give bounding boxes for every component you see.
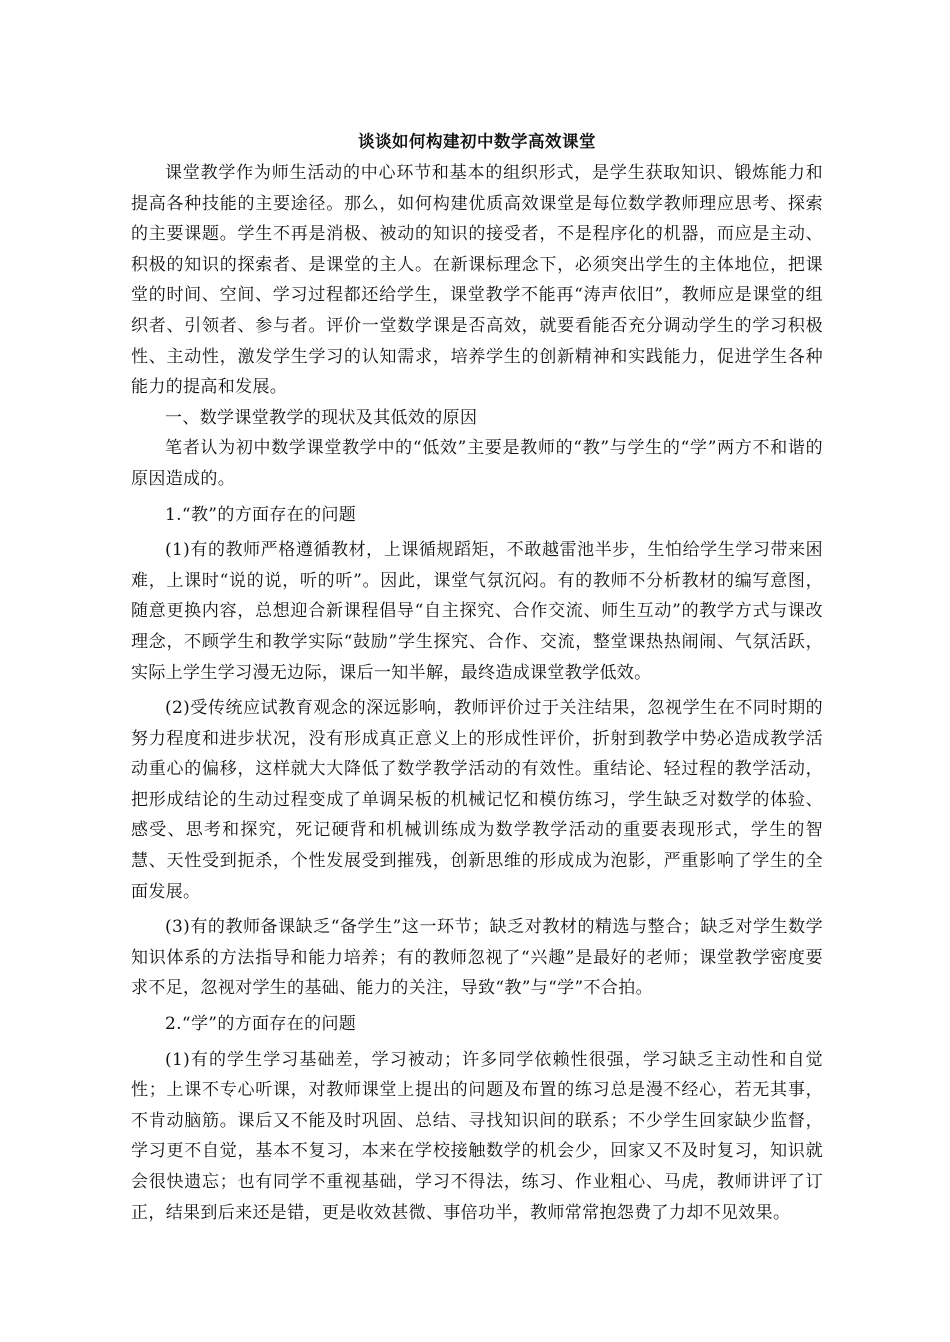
document-title: 谈谈如何构建初中数学高效课堂: [358, 132, 596, 151]
body-paragraph: (3)有的教师备课缺乏“备学生”这一环节；缺乏对教材的精选与整合；缺乏对学生数学知识体系的方法指导和能力培养；有的教师忽视了“兴趣”是最好的老师；课堂教学密度要求不足，忽视对学生的基础、能力的关注，导致“教”与“学”不合拍。: [131, 917, 823, 999]
subsection-heading-teaching: 1.“教”的方面存在的问题: [165, 504, 357, 525]
body-paragraph: (1)有的学生学习基础差，学习被动；许多同学依赖性很强，学习缺乏主动性和自觉性；上课不专心听课，对教师课堂上提出的问题及布置的练习总是漫不经心，若无其事，不肯动脑筋。课后又不能及时巩固、总结、寻找知识间的联系；不少学生回家缺少监督，学习更不自觉，基本不复习，本来在学校接触数学的机会少，回家又不及时复习，知识就会很快遗忘；也有同学不重视基础，学习不得法，练习、作业粗心、马虎，教师讲评了订正，结果到后来还是错，更是收效甚微、事倍功半，教师常常抱怨费了力却不见效果。: [131, 1049, 823, 1223]
subsection-heading-learning: 2.“学”的方面存在的问题: [165, 1014, 357, 1035]
body-paragraph: (1)有的教师严格遵循教材，上课循规蹈矩，不敢越雷池半步，生怕给学生学习带来困难，上课时“说的说，听的听”。因此，课堂气氛沉闷。有的教师不分析教材的编写意图，随意更换内容，总想迎合新课程倡导“自主探究、合作交流、师生互动”的教学方式与课改理念，不顾学生和教学实际“鼓励”学生探究、合作、交流，整堂课热热闹闹、气氛活跃，实际上学生学习漫无边际，课后一知半解，最终造成课堂教学低效。: [131, 540, 823, 683]
body-paragraph: 笔者认为初中数学课堂教学中的“低效”主要是教师的“教”与学生的“学”两方不和谐的原因造成的。: [131, 438, 823, 489]
intro-paragraph: 课堂教学作为师生活动的中心环节和基本的组织形式，是学生获取知识、锻炼能力和提高各种技能的主要途径。那么，如何构建优质高效课堂是每位数学教师理应思考、探索的主要课题。学生不再是消极、被动的知识的接受者，不是程序化的机器，而应是主动、积极的知识的探索者、是课堂的主人。在新课标理念下，必须突出学生的主体地位，把课堂的时间、空间、学习过程都还给学生，课堂教学不能再“涛声依旧”，教师应是课堂的组织者、引领者、参与者。评价一堂数学课是否高效，就要看能否充分调动学生的学习积极性、主动性，激发学生学习的认知需求，培养学生的创新精神和实践能力，促进学生各种能力的提高和发展。: [131, 163, 823, 398]
body-paragraph: (2)受传统应试教育观念的深远影响，教师评价过于关注结果，忽视学生在不同时期的努力程度和进步状况，没有形成真正意义上的形成性评价，折射到教学中势必造成教学活动重心的偏移，这样就大大降低了数学教学活动的有效性。重结论、轻过程的教学活动，把形成结论的生动过程变成了单调呆板的机械记忆和模仿练习，学生缺乏对数学的体验、感受、思考和探究，死记硬背和机械训练成为数学教学活动的重要表现形式，学生的智慧、天性受到扼杀，个性发展受到摧残，创新思维的形成成为泡影，严重影响了学生的全面发展。: [131, 698, 823, 902]
section-heading: 一、数学课堂教学的现状及其低效的原因: [165, 407, 478, 428]
document-page: [131, 126, 823, 1228]
